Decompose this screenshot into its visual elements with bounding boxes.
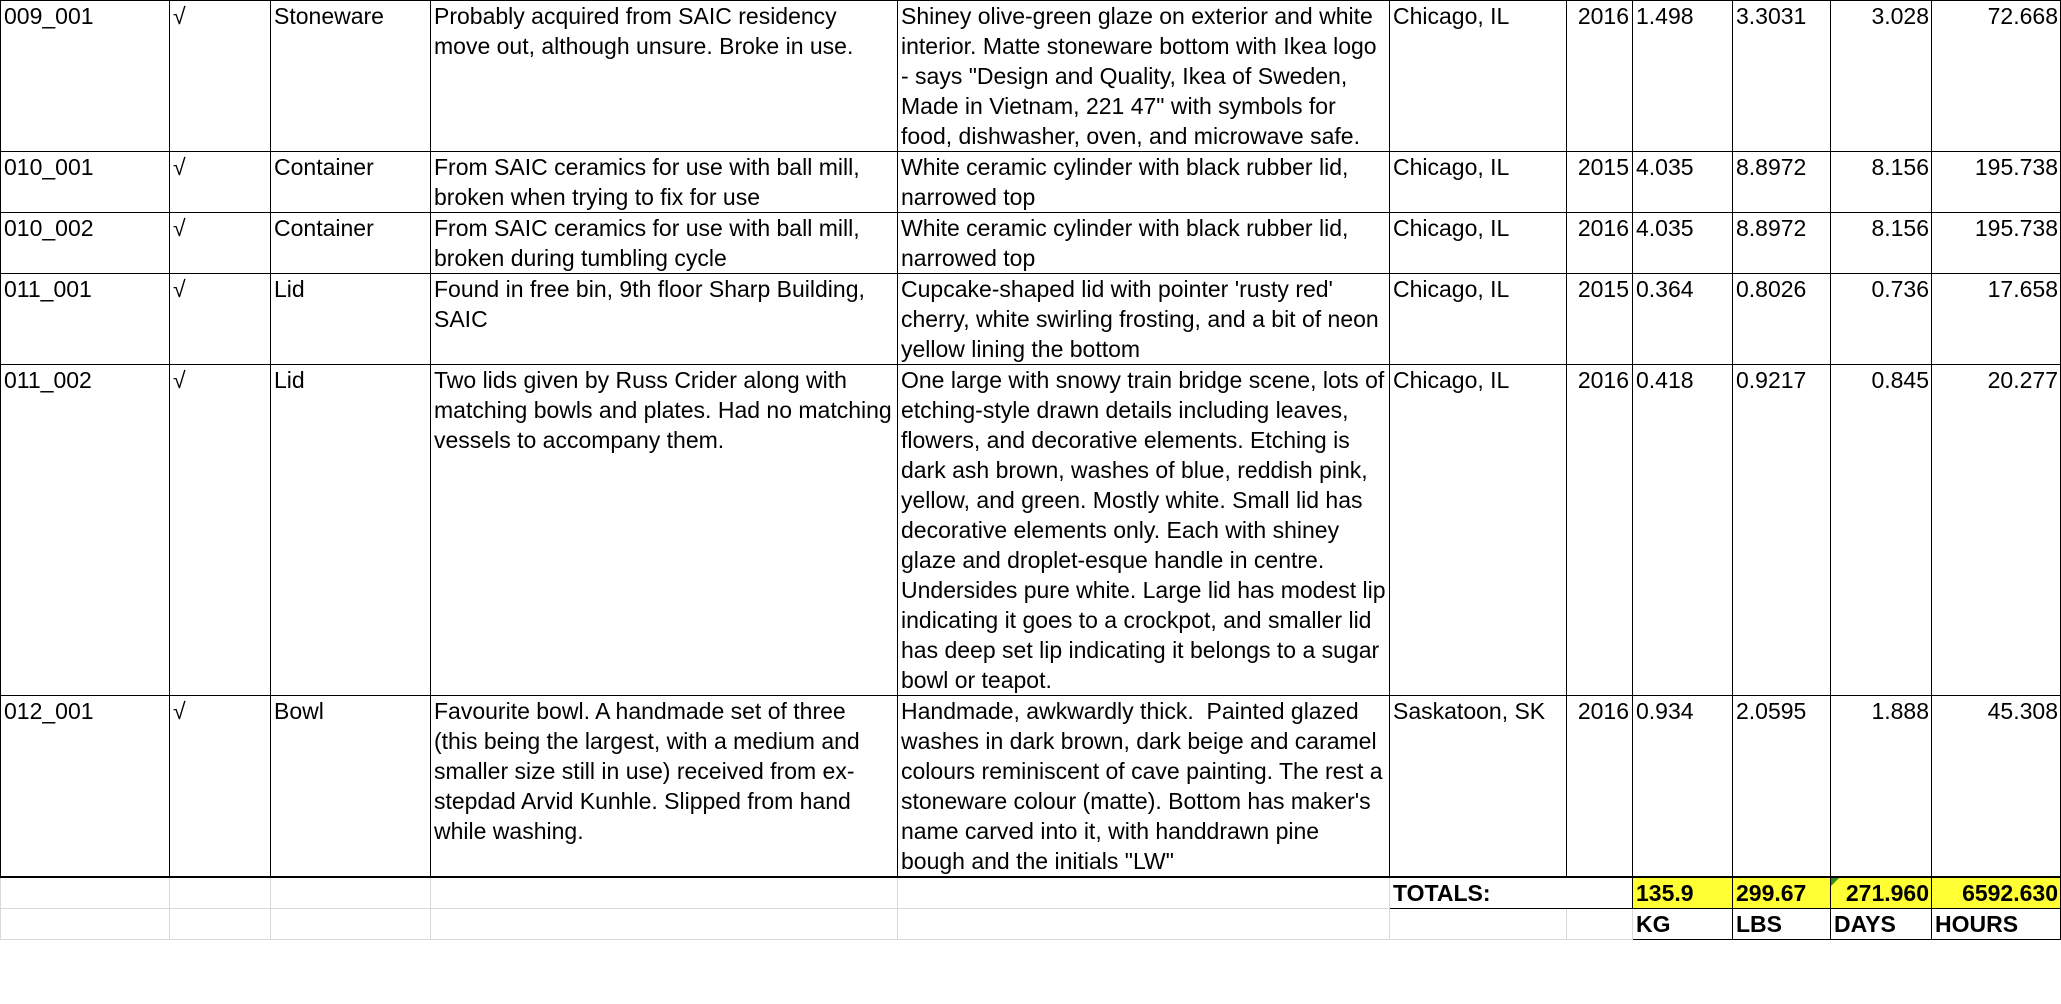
cell-check[interactable]: √ <box>170 152 271 213</box>
cell-hours[interactable]: 195.738 <box>1932 152 2061 213</box>
cell-location[interactable]: Chicago, IL <box>1390 1 1567 152</box>
cell-empty[interactable] <box>431 909 898 940</box>
cell-location[interactable]: Saskatoon, SK <box>1390 696 1567 878</box>
cell-lbs[interactable]: 8.8972 <box>1733 213 1831 274</box>
cell-empty[interactable] <box>1 877 170 909</box>
cell-kg[interactable]: 0.364 <box>1633 274 1733 365</box>
cell-empty[interactable] <box>898 877 1390 909</box>
cell-hours[interactable]: 195.738 <box>1932 213 2061 274</box>
cell-days[interactable]: 3.028 <box>1831 1 1932 152</box>
cell-year[interactable]: 2016 <box>1567 213 1633 274</box>
table-row <box>1 365 2061 696</box>
cell-empty[interactable] <box>898 909 1390 940</box>
cell-kg[interactable]: 4.035 <box>1633 152 1733 213</box>
units-row <box>1 909 2061 940</box>
cell-kg[interactable]: 0.418 <box>1633 365 1733 696</box>
cell-year[interactable]: 2016 <box>1567 696 1633 878</box>
cell-lbs[interactable]: 3.3031 <box>1733 1 1831 152</box>
cell-kg[interactable]: 4.035 <box>1633 213 1733 274</box>
total-lbs[interactable]: 299.67 <box>1733 877 1831 909</box>
cell-year[interactable]: 2016 <box>1567 365 1633 696</box>
cell-story[interactable]: Found in free bin, 9th floor Sharp Building, SAIC <box>431 274 898 365</box>
cell-description[interactable]: Cupcake-shaped lid with pointer 'rusty red' cherry, white swirling frosting, and a bit of neon yellow lining the bottom <box>898 274 1390 365</box>
cell-check[interactable]: √ <box>170 696 271 878</box>
cell-days[interactable]: 8.156 <box>1831 213 1932 274</box>
table-row <box>1 274 2061 365</box>
total-days[interactable]: 271.960 <box>1831 877 1932 909</box>
cell-story[interactable]: Probably acquired from SAIC residency move out, although unsure. Broke in use. <box>431 1 898 152</box>
cell-id[interactable]: 012_001 <box>1 696 170 878</box>
cell-days[interactable]: 8.156 <box>1831 152 1932 213</box>
cell-empty[interactable] <box>1567 909 1633 940</box>
cell-check[interactable]: √ <box>170 1 271 152</box>
cell-hours[interactable]: 17.658 <box>1932 274 2061 365</box>
cell-kg[interactable]: 1.498 <box>1633 1 1733 152</box>
cell-type[interactable]: Bowl <box>271 696 431 878</box>
cell-hours[interactable]: 72.668 <box>1932 1 2061 152</box>
totals-row <box>1 877 2061 909</box>
cell-year[interactable]: 2015 <box>1567 152 1633 213</box>
item-rows <box>1 1 2061 878</box>
totals-section <box>1 877 2061 940</box>
cell-year[interactable]: 2016 <box>1567 1 1633 152</box>
cell-empty[interactable] <box>271 909 431 940</box>
unit-kg[interactable]: KG <box>1633 909 1733 940</box>
cell-lbs[interactable]: 0.8026 <box>1733 274 1831 365</box>
cell-location[interactable]: Chicago, IL <box>1390 274 1567 365</box>
cell-location[interactable]: Chicago, IL <box>1390 213 1567 274</box>
cell-location[interactable]: Chicago, IL <box>1390 365 1567 696</box>
cell-days[interactable]: 0.736 <box>1831 274 1932 365</box>
cell-lbs[interactable]: 2.0595 <box>1733 696 1831 878</box>
cell-check[interactable]: √ <box>170 274 271 365</box>
cell-id[interactable]: 011_001 <box>1 274 170 365</box>
cell-id[interactable]: 010_002 <box>1 213 170 274</box>
cell-story[interactable]: From SAIC ceramics for use with ball mill, broken when trying to fix for use <box>431 152 898 213</box>
cell-empty[interactable] <box>271 877 431 909</box>
cell-lbs[interactable]: 0.9217 <box>1733 365 1831 696</box>
cell-check[interactable]: √ <box>170 213 271 274</box>
totals-label[interactable]: TOTALS: <box>1390 877 1633 909</box>
cell-story[interactable]: From SAIC ceramics for use with ball mill, broken during tumbling cycle <box>431 213 898 274</box>
cell-type[interactable]: Lid <box>271 365 431 696</box>
unit-days[interactable]: DAYS <box>1831 909 1932 940</box>
cell-type[interactable]: Stoneware <box>271 1 431 152</box>
cell-days[interactable]: 0.845 <box>1831 365 1932 696</box>
cell-id[interactable]: 010_001 <box>1 152 170 213</box>
cell-hours[interactable]: 45.308 <box>1932 696 2061 878</box>
table-row <box>1 213 2061 274</box>
cell-hours[interactable]: 20.277 <box>1932 365 2061 696</box>
unit-lbs[interactable]: LBS <box>1733 909 1831 940</box>
cell-lbs[interactable]: 8.8972 <box>1733 152 1831 213</box>
total-hours[interactable]: 6592.630 <box>1932 877 2061 909</box>
table-row <box>1 152 2061 213</box>
cell-description[interactable]: Handmade, awkwardly thick. Painted glazed washes in dark brown, dark beige and caramel colours reminiscent of cave painting. The rest a stoneware colour (matte). Bottom has maker's name carved into it, with handdrawn pine bough and the initials "LW" <box>898 696 1390 878</box>
cell-id[interactable]: 009_001 <box>1 1 170 152</box>
cell-empty[interactable] <box>170 877 271 909</box>
cell-kg[interactable]: 0.934 <box>1633 696 1733 878</box>
cell-empty[interactable] <box>1390 909 1567 940</box>
cell-empty[interactable] <box>431 877 898 909</box>
cell-description[interactable]: White ceramic cylinder with black rubber lid, narrowed top <box>898 152 1390 213</box>
cell-type[interactable]: Container <box>271 152 431 213</box>
cell-description[interactable]: White ceramic cylinder with black rubber lid, narrowed top <box>898 213 1390 274</box>
cell-story[interactable]: Two lids given by Russ Crider along with matching bowls and plates. Had no matching vessels to accompany them. <box>431 365 898 696</box>
cell-id[interactable]: 011_002 <box>1 365 170 696</box>
total-kg[interactable]: 135.9 <box>1633 877 1733 909</box>
cell-type[interactable]: Lid <box>271 274 431 365</box>
cell-description[interactable]: One large with snowy train bridge scene, lots of etching-style drawn details including leaves, flowers, and decorative elements. Etching is dark ash brown, washes of blue, reddish pink, yellow, and green. Mostly white. Small lid has decorative elements only. Each with shiney glaze and droplet-esque handle in centre. Undersides pure white. Large lid has modest lip indicating it goes to a crockpot, and smaller lid has deep set lip indicating it belongs to a sugar bowl or teapot. <box>898 365 1390 696</box>
cell-check[interactable]: √ <box>170 365 271 696</box>
cell-description[interactable]: Shiney olive-green glaze on exterior and white interior. Matte stoneware bottom with Ikea logo - says "Design and Quality, Ikea of Sweden, Made in Vietnam, 221 47" with symbols for food, dishwasher, oven, and microwave safe. <box>898 1 1390 152</box>
cell-location[interactable]: Chicago, IL <box>1390 152 1567 213</box>
cell-days[interactable]: 1.888 <box>1831 696 1932 878</box>
unit-hours[interactable]: HOURS <box>1932 909 2061 940</box>
cell-type[interactable]: Container <box>271 213 431 274</box>
cell-year[interactable]: 2015 <box>1567 274 1633 365</box>
table-row <box>1 1 2061 152</box>
cell-story[interactable]: Favourite bowl. A handmade set of three (this being the largest, with a medium and smaller size still in use) received from ex-stepdad Arvid Kunhle. Slipped from hand while washing. <box>431 696 898 878</box>
cell-empty[interactable] <box>1 909 170 940</box>
cell-empty[interactable] <box>170 909 271 940</box>
table-row <box>1 696 2061 878</box>
